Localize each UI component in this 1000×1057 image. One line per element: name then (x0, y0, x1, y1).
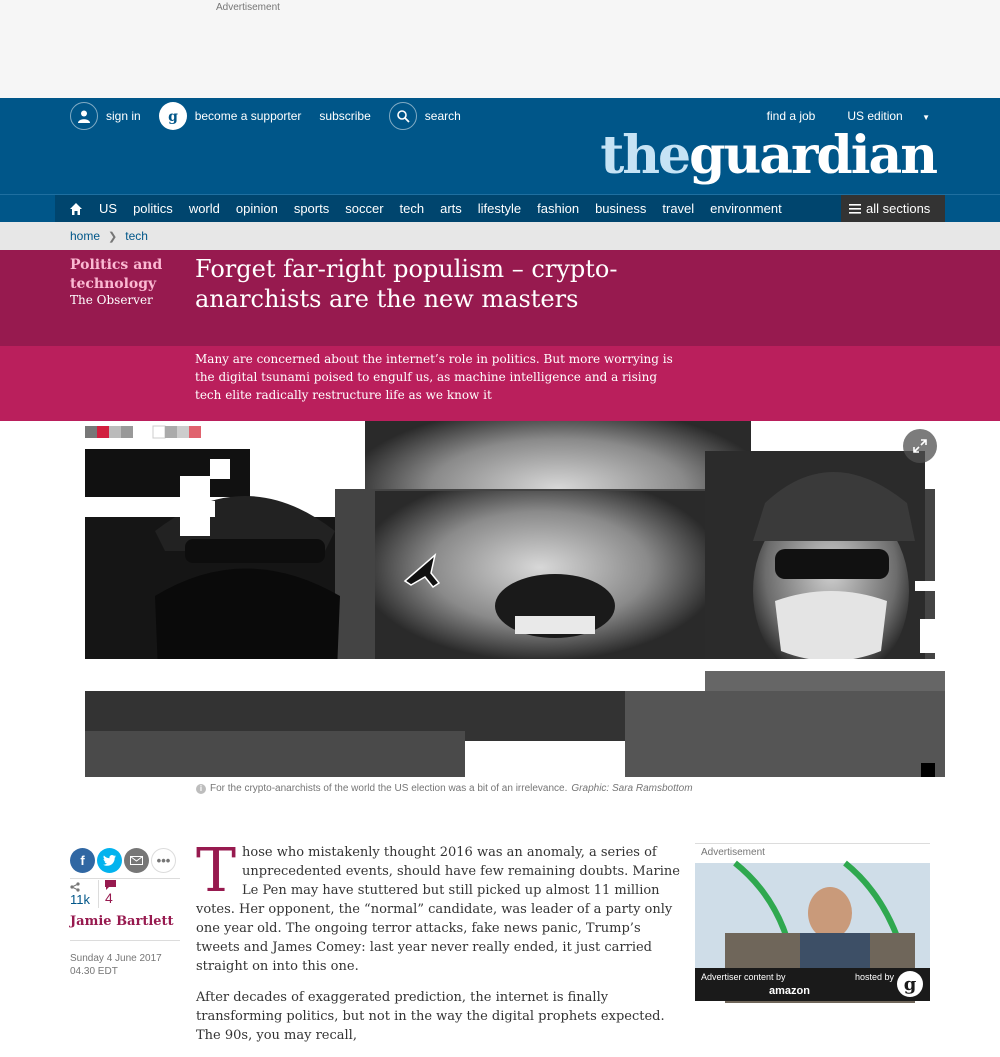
article-standfirst: Many are concerned about the internet’s role in politics. But more worrying is the digital tsunami poised to engulf us, as machine intelligence and a rising tech elite radically restructure life as we know it (195, 352, 673, 402)
chevron-down-icon: ▼ (922, 113, 930, 122)
masthead (0, 98, 1000, 194)
sign-in-link[interactable] (70, 102, 141, 130)
more-dots-icon: ••• (156, 853, 171, 868)
edition-selector[interactable] (831, 109, 930, 123)
breadcrumb-home[interactable]: home (70, 229, 101, 243)
hosted-by-label: hosted by (855, 972, 895, 982)
advertisement-label: Advertisement (701, 847, 765, 858)
divider (70, 940, 180, 941)
date-text: Sunday 4 June 2017 (70, 953, 162, 964)
facebook-share-button[interactable] (70, 848, 95, 873)
section-nav (0, 194, 1000, 222)
caption-text: For the crypto-anarchists of the world the US election was a bit of an irrelevance. (210, 783, 568, 794)
breadcrumb-trail (70, 229, 148, 243)
glitch-portrait-graphic (85, 421, 945, 777)
twitter-share-button[interactable] (97, 848, 122, 873)
share-icon (70, 882, 80, 892)
share-buttons (70, 848, 178, 873)
divider (70, 878, 180, 879)
standfirst-block (0, 346, 1000, 421)
time-text: 04.30 EDT (70, 966, 118, 977)
guardian-roundel-icon: g (897, 971, 923, 997)
nav-world[interactable]: world (188, 201, 220, 216)
nav-soccer[interactable]: soccer (345, 201, 384, 216)
all-sections-button[interactable] (841, 195, 945, 222)
advertisement-label: Advertisement (216, 2, 280, 13)
email-share-button[interactable] (124, 848, 149, 873)
nav-politics[interactable]: politics (133, 201, 173, 216)
find-job-link[interactable]: find a job (766, 109, 816, 123)
all-sections-label: all sections (866, 201, 931, 216)
right-ad-slot[interactable] (695, 843, 930, 1000)
become-supporter-link[interactable] (159, 102, 302, 130)
nav-us[interactable]: US (99, 201, 118, 216)
subscribe-label: subscribe (319, 109, 371, 123)
nav-business[interactable]: business (595, 201, 647, 216)
nav-lifestyle[interactable]: lifestyle (477, 201, 522, 216)
image-caption (196, 783, 693, 794)
search-label: search (424, 109, 461, 123)
more-share-button[interactable] (151, 848, 176, 873)
svg-text:g: g (167, 109, 178, 125)
edition-label: US edition (847, 109, 903, 123)
info-icon: i (196, 784, 206, 794)
sign-in-label: sign in (106, 109, 141, 123)
section-nav-inner (55, 195, 945, 222)
top-right-links (751, 109, 930, 123)
nav-environment[interactable]: environment (710, 201, 782, 216)
paragraph: After decades of exaggerated prediction, the internet is finally transforming politics, but not in the way the digital prophets expected. The 90s, you may recall, (196, 990, 665, 1043)
amazon-brand: amazon (769, 985, 810, 997)
facebook-icon: f (80, 853, 85, 868)
top-nav (70, 104, 479, 128)
nav-opinion[interactable]: opinion (235, 201, 278, 216)
twitter-icon (103, 855, 116, 866)
author-byline[interactable]: Jamie Bartlett (70, 914, 174, 929)
subscribe-link[interactable] (319, 109, 370, 123)
headline-block (0, 250, 1000, 346)
comment-count-value: 4 (105, 890, 113, 906)
home-icon[interactable] (69, 202, 83, 216)
article-title: Forget far-right populism – crypto-anarchists are the new masters (195, 255, 618, 313)
logo-the: the (600, 125, 690, 186)
expand-icon (912, 438, 928, 454)
search-link[interactable] (389, 102, 461, 130)
breadcrumb (0, 222, 1000, 250)
become-supporter-label: become a supporter (194, 109, 302, 123)
breadcrumb-section[interactable]: tech (125, 229, 148, 243)
comment-icon (105, 880, 116, 890)
search-icon (389, 102, 417, 130)
publication-date (70, 952, 162, 978)
menu-icon (849, 204, 861, 214)
paragraph (196, 836, 680, 976)
share-count (70, 882, 90, 907)
hero-image[interactable] (85, 421, 945, 777)
caption-credit: Graphic: Sara Ramsbottom (571, 783, 693, 794)
expand-image-button[interactable] (903, 429, 937, 463)
nav-travel[interactable]: travel (662, 201, 695, 216)
nav-arts[interactable]: arts (440, 201, 462, 216)
advertiser-label: Advertiser content by (701, 972, 786, 982)
drop-cap: T (196, 836, 237, 906)
series-label[interactable]: The Observer (70, 293, 153, 307)
guardian-logo[interactable] (600, 126, 936, 186)
article-body (196, 836, 680, 1057)
nav-sports[interactable]: sports (293, 201, 330, 216)
top-ad-slot (0, 0, 1000, 98)
nav-tech[interactable]: tech (399, 201, 425, 216)
ad-footer (695, 968, 930, 1001)
logo-guardian: guardian (689, 125, 936, 186)
section-label[interactable]: Politics and technology (70, 257, 163, 292)
comment-count[interactable] (98, 880, 116, 908)
email-icon (130, 856, 143, 865)
nav-fashion[interactable]: fashion (537, 201, 580, 216)
share-count-value: 11k (70, 892, 90, 907)
user-icon (70, 102, 98, 130)
paragraph-text: hose who mistakenly thought 2016 was an anomaly, a series of unprecedented events, should have few remaining doubts. Marine Le Pen may have stuttered but still picked up almost 11 million votes. Her opponent, the “normal” candidate, was leader of a party only one year old. The ongoing terror attacks, fake news panic, Trump’s tweets and James Comey: last year never really ended, it just carried straight on into this one. (196, 845, 680, 974)
guardian-roundel-icon (159, 102, 187, 130)
chevron-right-icon: ❯ (108, 230, 118, 243)
